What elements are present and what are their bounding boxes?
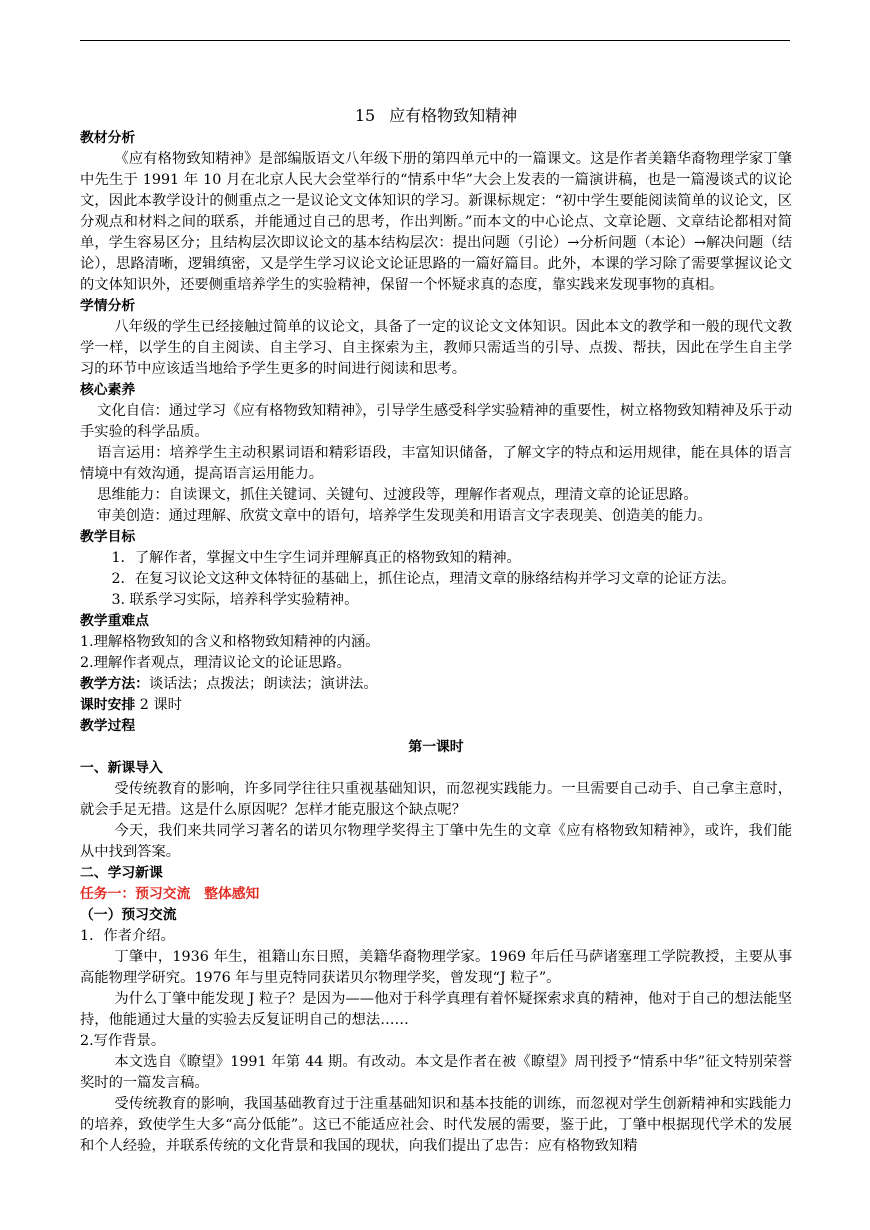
intro-paragraph: 今天，我们来共同学习著名的诺贝尔物理学奖得主丁肇中先生的文章《应有格物致知精神》，或许，我们能从中找到答案。 bbox=[80, 823, 792, 860]
intro-paragraph: 受传统教育的影响，许多同学往往只重视基础知识，而忽视实践能力。一旦需要自己动手、自己拿主意时，就会手足无措。这是什么原因呢？怎样才能克服这个缺点呢？ bbox=[80, 781, 792, 818]
heading-new-lesson: 二、学习新课 bbox=[80, 865, 163, 881]
heading-materials: 教材分析 bbox=[80, 130, 136, 146]
core-item: 语言运用：培养学生主动积累词语和精彩语段，丰富知识储备，了解文字的特点和运用规律，能在具体的语言情境中有效沟通，提高语言运用能力。 bbox=[80, 445, 792, 482]
students-paragraph: 八年级的学生已经接触过简单的议论文，具备了一定的议论文文体知识。因此本文的教学和一般的现代文教学一样，以学生的自主阅读、自主学习、自主探索为主，教师只需适当的引导、点拨、帮扶，因此在学生自主学习的环节中应该适当地给予学生更多的时间进行阅读和思考。 bbox=[80, 319, 792, 377]
schedule-text: 2 课时 bbox=[135, 697, 182, 713]
heading-process: 教学过程 bbox=[80, 718, 136, 734]
period-title: 第一课时 bbox=[408, 739, 464, 755]
heading-goals: 教学目标 bbox=[80, 529, 136, 545]
goal-item: 2．在复习议论文这种文体特征的基础上，抓住论点，理清文章的脉络结构并学习文章的论证方法。 bbox=[111, 571, 736, 587]
key-point-item: 2.理解作者观点，理清议论文的论证思路。 bbox=[80, 655, 351, 671]
heading-key-points: 教学重难点 bbox=[80, 613, 149, 629]
methods-line bbox=[80, 674, 792, 695]
heading-intro: 一、新课导入 bbox=[80, 760, 163, 776]
schedule-line bbox=[80, 695, 792, 716]
subheading-preview: （一）预习交流 bbox=[80, 907, 177, 923]
core-item: 审美创造：通过理解、欣赏文章中的语句，培养学生发现美和用语言文字表现美、创造美的能力。 bbox=[97, 508, 712, 524]
materials-paragraph: 《应有格物致知精神》是部编版语文八年级下册的第四单元中的一篇课文。这是作者美籍华裔物理学家丁肇中先生于 1991 年 10 月在北京人民大会堂举行的“情系中华”大会上发表的一篇演讲稿，也是一篇漫谈式的议论文，因此本教学设计的侧重点之一是议论文文体知识的学习。新课标规定：“初中学生要能阅读简单的议论文，区分观点和材料之间的联系，并能通过自己的思考，作出判断。”而本文的中心论点、文章论题、文章结论都相对简单，学生容易区分；且结构层次即议论文的基本结构层次：提出问题（引论）→分析问题（本论）→解决问题（结论），思路清晰，逻辑缜密，又是学生学习议论文论证思路的一篇好篇目。此外，本课的学习除了需要掌握议论文的文体知识外，还要侧重培养学生的实验精神，保留一个怀疑求真的态度，靠实践来发现事物的真相。 bbox=[80, 151, 792, 293]
background-paragraph: 受传统教育的影响，我国基础教育过于注重基础知识和基本技能的训练，而忽视对学生创新精神和实践能力的培养，致使学生大多“高分低能”。这已不能适应社会、时代发展的需要，鉴于此，丁肇中根据现代学术的发展和个人经验，并联系传统的文化背景和我国的现状，向我们提出了忠告：应有格物致知精 bbox=[80, 1096, 792, 1154]
key-point-item: 1.理解格物致知的含义和格物致知精神的内涵。 bbox=[80, 634, 380, 650]
schedule-label: 课时安排 bbox=[80, 697, 136, 713]
goal-item: 1．了解作者，掌握文中生字生词并理解真正的格物致知的精神。 bbox=[111, 550, 521, 566]
methods-text: 谈话法；点拨法；朗读法；演讲法。 bbox=[148, 676, 378, 692]
heading-core: 核心素养 bbox=[80, 382, 136, 398]
core-item: 思维能力：自读课文，抓住关键词、关键句、过渡段等，理解作者观点，理清文章的论证思路。 bbox=[97, 487, 698, 503]
author-paragraph: 为什么丁肇中能发现 J 粒子？是因为——他对于科学真理有着怀疑探索求真的精神，他对于自己的想法能坚持，他能通过大量的实验去反复证明自己的想法…… bbox=[80, 991, 792, 1028]
core-item: 文化自信：通过学习《应有格物致知精神》，引导学生感受科学实验精神的重要性，树立格物致知精神及乐于动手实验的科学品质。 bbox=[80, 403, 792, 440]
heading-students: 学情分析 bbox=[80, 298, 136, 314]
background-label: 2.写作背景。 bbox=[80, 1033, 166, 1049]
author-label: 1．作者介绍。 bbox=[80, 928, 175, 944]
methods-label: 教学方法： bbox=[80, 676, 149, 692]
lesson-number: 15 bbox=[354, 106, 376, 125]
goal-item: 3. 联系学习实际，培养科学实验精神。 bbox=[111, 592, 359, 608]
background-paragraph: 本文选自《瞭望》1991 年第 44 期。有改动。本文是作者在被《瞭望》周刊授予“情系中华”征文特别荣誉奖时的一篇发言稿。 bbox=[80, 1054, 792, 1091]
lesson-title-text: 应有格物致知精神 bbox=[389, 106, 518, 125]
lesson-title bbox=[80, 104, 792, 128]
header-rule bbox=[80, 40, 790, 41]
task-heading: 任务一：预习交流 整体感知 bbox=[80, 886, 260, 902]
document-body bbox=[80, 104, 792, 1157]
author-paragraph: 丁肇中，1936 年生，祖籍山东日照，美籍华裔物理学家。1969 年后任马萨诸塞理工学院教授，主要从事高能物理学研究。1976 年与里克特同获诺贝尔物理学奖，曾发现“J 粒子”。 bbox=[80, 949, 792, 986]
